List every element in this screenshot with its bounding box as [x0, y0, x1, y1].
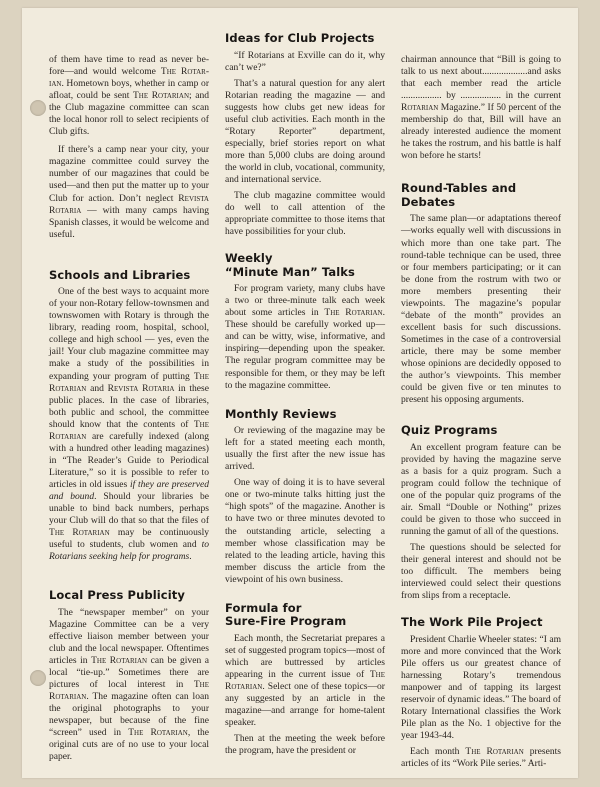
emphasis: to Rotarians seeking help for programs: [49, 539, 209, 563]
text-run: Magazine.” If 50 percent of the membership do that, Bill will have an already interested audience the moment he takes the rostrum, and his battle is half won before he starts!: [401, 102, 561, 162]
column-left: [49, 54, 209, 763]
section-heading: The Work Pile Project: [401, 615, 543, 630]
text-run: can be given a local “tie-up.” Sometimes there are pictures of local interest in: [49, 654, 209, 691]
paragraph: [225, 425, 385, 473]
paragraph: [225, 50, 385, 74]
paragraph: [401, 213, 561, 406]
text-run: The “newspaper member” on your Magazine Committee can be a very effective liaison member between your club and the local newspaper. Oftentimes articles in: [49, 606, 209, 666]
text-run: . The magazine often can loan the original photographs to your newspaper, but because of the fine “screen” used in: [49, 691, 209, 739]
section-heading: Ideas for Club Projects: [225, 31, 375, 45]
publication-name: The Rotar-: [160, 66, 210, 78]
publication-name: The Rotarian: [49, 418, 209, 442]
text-run: .: [189, 551, 192, 563]
text-run: . Hometown boys, whether in camp or afloat, could be sent: [49, 78, 209, 102]
paragraph: [401, 634, 561, 742]
publication-name: Revista Rotaria: [49, 192, 209, 216]
paragraph: [49, 54, 209, 138]
paragraph: [49, 144, 209, 240]
paragraph: [225, 190, 385, 238]
text-run: That’s a natural question for any alert Rotarian reading the magazine — and suggests how clubs get new ideas for useful club activities. Each month in the “Rotary Reporter” department, especially, brief stories report on what more than 5,000 clubs are doing around the world in club, vocational, community, and international service.: [225, 77, 385, 185]
text-run: One of the best ways to acquaint more of your non-Rotary fellow-townsmen and townswomen with Rotary is through the library, reading room, hospital, school, college and high school — yes, even the jail! Your club magazine committee may make a study of the possibilities in expanding your program of putting: [49, 286, 209, 382]
text-run: — with many camps having Spanish classes, it would be welcome and useful.: [49, 204, 209, 240]
text-run: chairman announce that “Bill is going to talk to us next about...................and asks that each member read the article ................. by ................. in the current: [401, 54, 561, 102]
text-run: Or reviewing of the magazine may be left for a stated meeting each month, usually the first after the new issue has arrived.: [225, 425, 385, 473]
paragraph: [225, 477, 385, 585]
text-run: of them have time to read as never be-: [49, 54, 209, 65]
section-heading: “Minute Man” Talks: [225, 264, 355, 279]
text-run: and: [86, 382, 108, 394]
section-heading: Schools and Libraries: [49, 267, 191, 282]
text-run: fore—and would welcome: [49, 66, 161, 78]
paragraph: [225, 733, 385, 757]
paragraph: [49, 607, 209, 764]
text-run: Each month: [410, 746, 466, 758]
text-run: . Should your libraries be unable to bind back numbers, perhaps your Club will do that so that the files of: [49, 491, 210, 527]
section-heading: Local Press Publicity: [49, 588, 185, 603]
text-run: The same plan—or adaptations thereof—works equally well with discussions in which more than one take part. The round-table technique can be used, three or four members participating; or it can be done from the rostrum with two or more members presenting their viewpoints. The magazine’s popular “debate of the month” provides an excellent basis for such discussions. Sometimes in the case of a controversial article, there may be some member whose opinions are decidedly opposed to the author’s viewpoints. This member could be given five or ten minutes to present his opposing arguments.: [401, 213, 561, 406]
paragraph: [225, 633, 385, 729]
publication-name: The Rotarian: [128, 727, 188, 739]
binder-hole-top: [30, 100, 46, 116]
text-run: . Select one of these topics—or any suggested by an article in the magazine—and arrange for home-talent speaker.: [225, 680, 385, 729]
paragraph: [225, 283, 385, 391]
text-run: ; and the Club magazine committee can scan the local honor roll to select recipients of Club gifts.: [49, 90, 209, 138]
text-run: An excellent program feature can be provided by having the magazine serve as a basis for a quiz program. Such a program could follow the technique of one of the popular quiz programs of the air. Small “Double or Nothing” prizes could be given to those who succeed in running the gamut of all of the questions.: [401, 441, 561, 537]
article-columns: [49, 31, 561, 770]
text-run: “If Rotarians at Exville can do it, why can’t we?”: [225, 49, 385, 73]
publication-name: ian: [49, 78, 62, 90]
text-run: Each month, the Secretariat prepares a set of suggested program topics—most of which are buttressed by articles appearing in the current issue of: [225, 632, 385, 680]
text-run: The questions should be selected for their general interest and should not be too difficult. The members being interviewed could select their questions from slips from a receptacle.: [401, 542, 561, 602]
section-heading: Quiz Programs: [401, 423, 498, 438]
paragraph: [401, 54, 561, 162]
section-heading: Formula for: [225, 600, 302, 615]
text-run: One way of doing it is to have several one or two-minute talks hitting just the “high spots” of the magazine. Another is to have two or three minutes devoted to the outstanding article, selecting a member whose classification may be related to the leading article, having this member discuss the article from the viewpoint of his own business.: [225, 477, 385, 585]
paragraph: [49, 286, 209, 563]
paragraph: [401, 746, 561, 770]
text-run: presents articles of its “Work Pile series.” Arti-: [401, 746, 561, 770]
paragraph: [401, 442, 561, 538]
publication-name: The Rotarian: [49, 370, 209, 394]
text-run: If there’s a camp near your city, your magazine committee could survey the number of our magazines that could be used—and then put the matter up to your Club for action. Don’t neglect: [49, 144, 209, 204]
section-heading: Round-Tables and Debates: [401, 181, 517, 209]
magazine-page: [22, 8, 578, 778]
text-run: . These should be carefully worked up—and can be witty, wise, informative, and inspiring—depending upon the speaker. The regular program committee may be responsible for them, or they may be left to the magazine committee.: [225, 307, 385, 391]
text-run: President Charlie Wheeler states: “I am more and more convinced that the Work Pile offers us our greatest chance of harnessing Rotary’s tremendous manpower and of tapping its largest reservoir of dynamic ideas.” The board of Rotary International classifies the Work Pile plan as the No. 1 objective for the year 1943-44.: [401, 633, 561, 742]
text-run: Then at the meeting the week before the program, have the president or: [225, 733, 385, 757]
publication-name: The Rotarian: [132, 90, 189, 102]
column-right: [401, 54, 561, 770]
section-heading: Monthly Reviews: [225, 406, 337, 421]
paragraph: [225, 78, 385, 186]
paragraph: [401, 542, 561, 602]
emphasis: if they are preserved and bound: [49, 478, 210, 502]
publication-name: The Rotarian: [324, 307, 383, 319]
publication-name: Rotarian: [401, 102, 439, 114]
section-heading: Weekly: [225, 251, 273, 266]
publication-name: The Rotarian: [465, 746, 524, 758]
text-run: For program variety, many clubs have a two or three-minute talk each week about some articles in: [225, 283, 385, 319]
section-heading: Sure-Fire Program: [225, 614, 347, 629]
text-run: in these public places. In the case of libraries, both public and school, the committee should know that the contents of: [49, 382, 209, 430]
binder-hole-bottom: [30, 670, 46, 686]
publication-name: Revista Rotaria: [107, 382, 175, 394]
column-middle: [225, 31, 385, 757]
publication-name: The Rotarian: [91, 654, 148, 666]
text-run: are carefully indexed (along with a hundred other leading magazines) in “The Reader’s Guide to Periodical Literature,” so it is possible to refer to articles in old issues: [49, 430, 209, 490]
text-run: may be continuously useful to students, club women and: [49, 527, 209, 551]
publication-name: The Rotarian: [225, 668, 385, 692]
publication-name: The Rotarian: [49, 679, 209, 703]
text-run: , the original cuts are of no use to your local paper.: [49, 727, 209, 763]
text-run: The club magazine committee would do well to call attention of the appropriate committee to those items that have possibilities for your club.: [225, 190, 385, 238]
publication-name: The Rotarian: [49, 527, 110, 539]
